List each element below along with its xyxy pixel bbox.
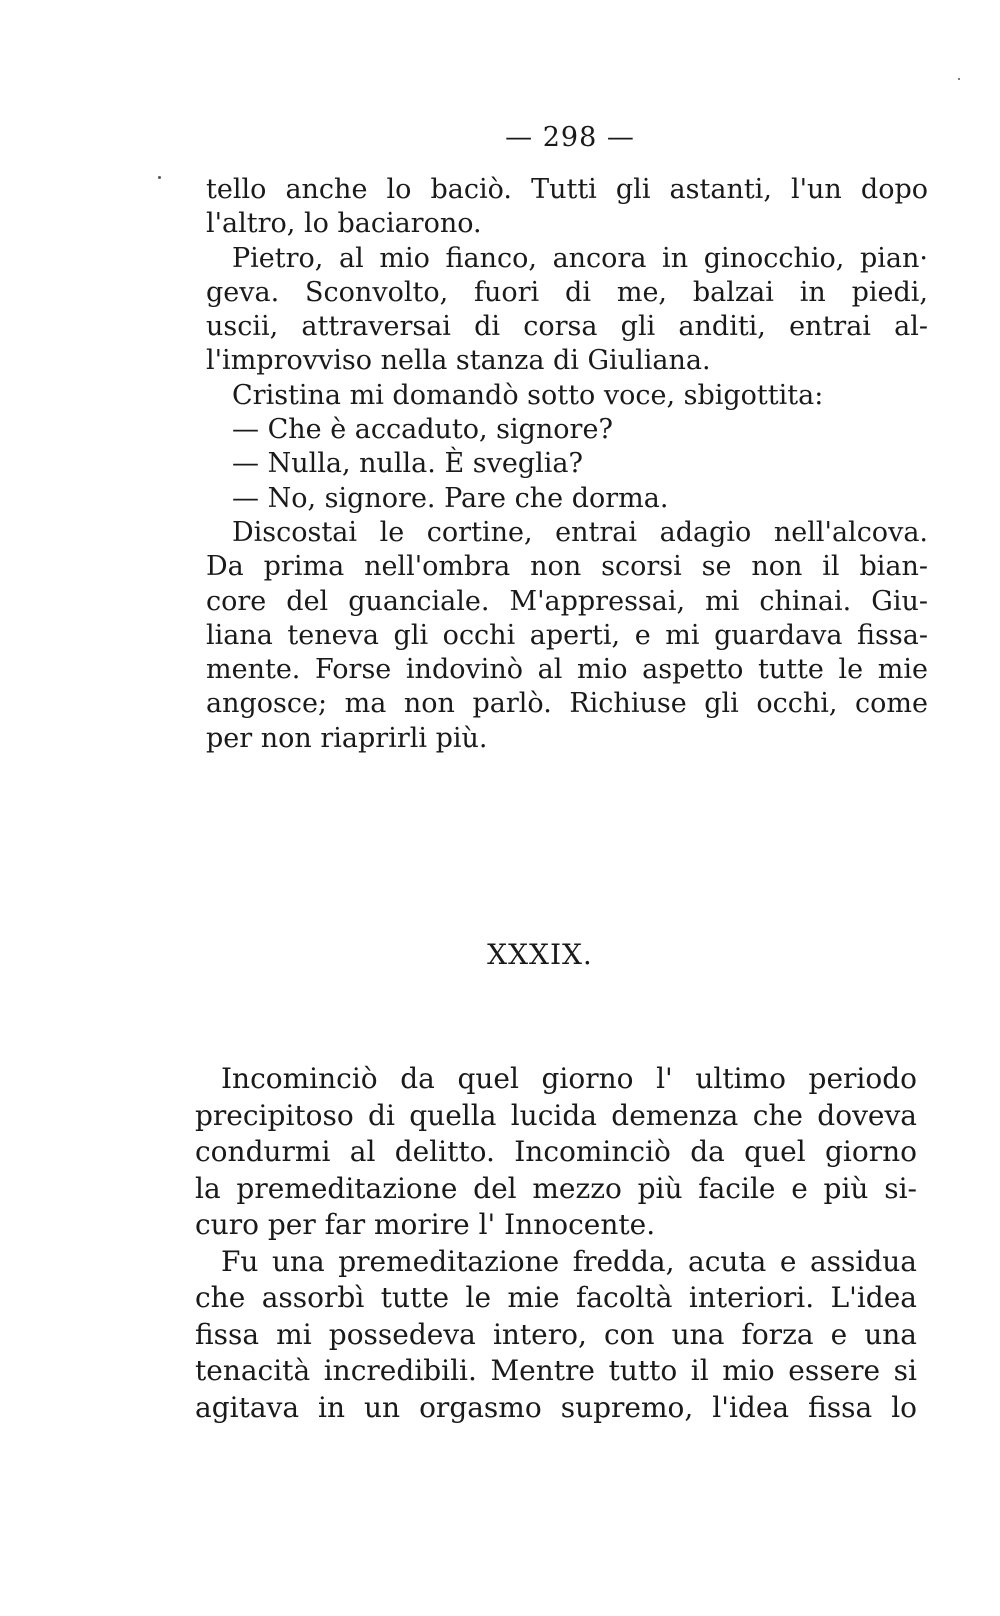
text-line: mente. Forse indovinò al mio aspetto tutte le mie xyxy=(206,654,928,686)
text-line: geva. Sconvolto, fuori di me, balzai in piedi, xyxy=(206,276,928,308)
text-line: Cristina mi domandò sotto voce, sbigottita: xyxy=(232,379,824,411)
text-block-top xyxy=(206,173,928,756)
text-line: agitava in un orgasmo supremo, l'idea fissa lo xyxy=(195,1390,917,1424)
text-line: tello anche lo baciò. Tutti gli astanti, l'un dopo xyxy=(206,174,928,205)
text-line: — No, signore. Pare che dorma. xyxy=(232,482,669,514)
text-line: che assorbì tutte le mie facoltà interiori. L'idea xyxy=(195,1281,917,1314)
text-line: Incominciò da quel giorno l' ultimo periodo xyxy=(221,1062,917,1095)
text-line: core del guanciale. M'appressai, mi chinai. Giu- xyxy=(206,585,928,617)
text-line: la premeditazione del mezzo più facile e più si- xyxy=(195,1171,917,1205)
text-line: precipitoso di quella lucida demenza che doveva xyxy=(195,1098,917,1132)
text-line: angosce; ma non parlò. Richiuse gli occhi, come xyxy=(206,688,928,720)
print-speck xyxy=(158,176,161,179)
text-line: Pietro, al mio fianco, ancora in ginocchio, pian· xyxy=(232,242,928,274)
print-speck xyxy=(958,78,960,80)
text-line: liana teneva gli occhi aperti, e mi guardava fissa- xyxy=(206,619,928,651)
text-line: curo per far morire l' Innocente. xyxy=(195,1208,656,1241)
chapter-heading: XXXIX. xyxy=(487,938,593,971)
page-number: — 298 — xyxy=(505,122,635,153)
text-line: condurmi al delitto. Incominciò da quel giorno xyxy=(195,1135,917,1168)
text-line: per non riaprirli più. xyxy=(206,722,488,754)
text-line: Discostai le cortine, entrai adagio nell'alcova. xyxy=(232,516,928,548)
text-line: Da prima nell'ombra non scorsi se non il bian- xyxy=(206,551,928,583)
text-line: l'improvviso nella stanza di Giuliana. xyxy=(206,345,711,377)
text-block-bottom xyxy=(195,1061,917,1426)
text-line: uscii, attraversai di corsa gli anditi, entrai al- xyxy=(206,311,928,343)
text-line: l'altro, lo baciarono. xyxy=(206,208,482,240)
text-line: Fu una premeditazione fredda, acuta e assidua xyxy=(221,1244,917,1278)
text-line: — Nulla, nulla. È sveglia? xyxy=(232,448,583,480)
text-line: fissa mi possedeva intero, con una forza e una xyxy=(195,1317,917,1351)
text-line: tenacità incredibili. Mentre tutto il mio essere si xyxy=(195,1354,917,1387)
text-line: — Che è accaduto, signore? xyxy=(232,414,613,446)
